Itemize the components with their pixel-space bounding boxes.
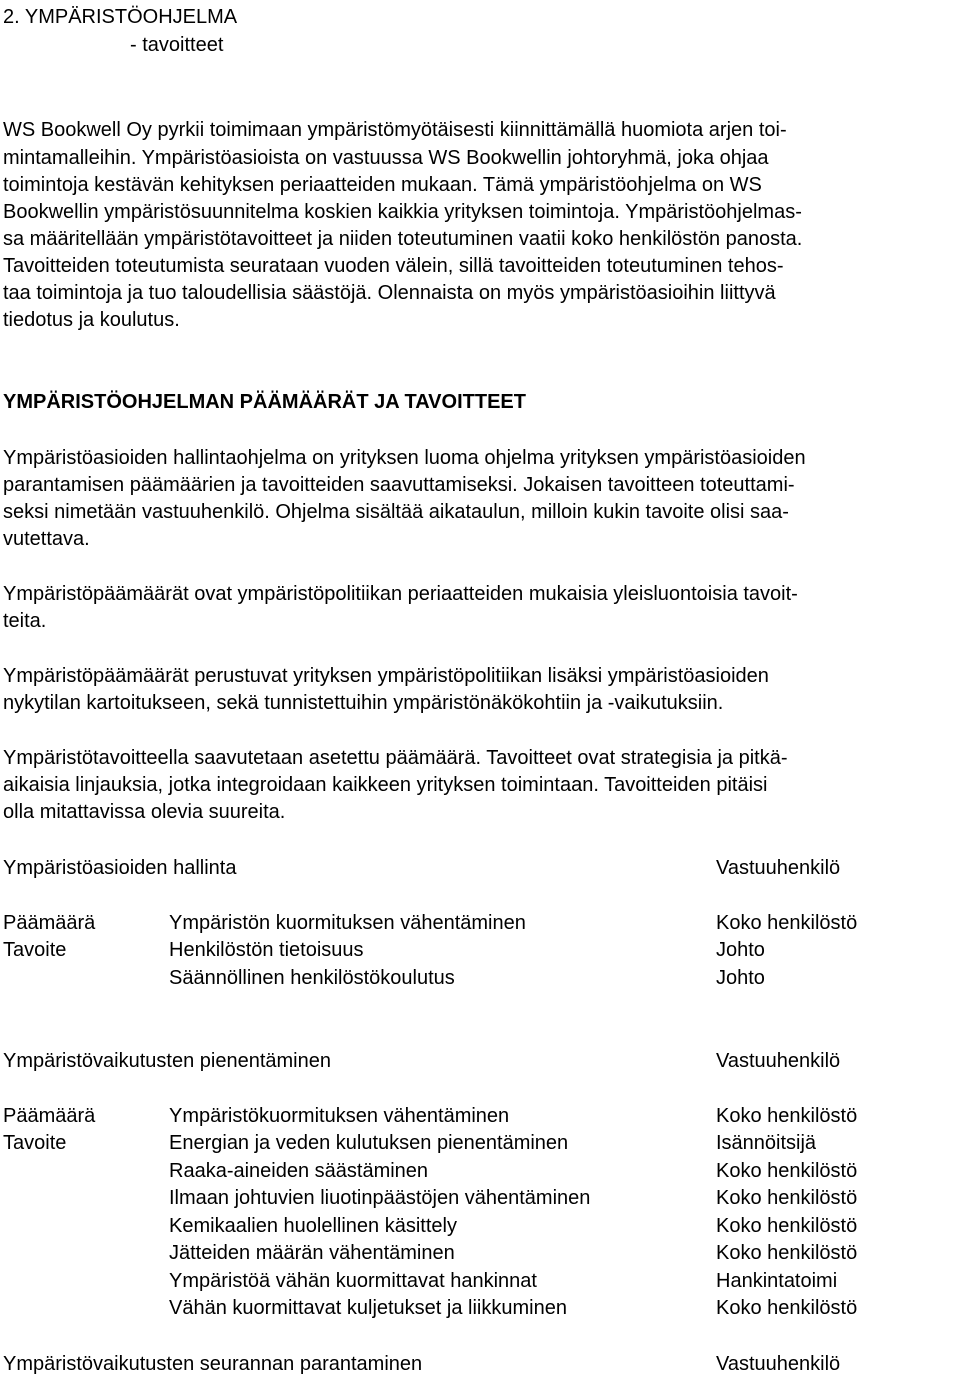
responsible-header: Vastuuhenkilö: [716, 1353, 841, 1375]
paragraph-line: Ympäristöpäämäärät ovat ympäristöpolitiikan periaatteiden mukaisia yleisluontoisia tavoit-: [3, 583, 798, 605]
row-item: Ilmaan johtuvien liuotinpäästöjen vähentäminen: [169, 1187, 591, 1209]
row-responsible: Hankintatoimi: [716, 1270, 838, 1292]
row-item: Ympäristökuormituksen vähentäminen: [169, 1105, 510, 1127]
row-label: Päämäärä: [3, 912, 96, 934]
row-item: Energian ja veden kulutuksen pienentäminen: [169, 1132, 569, 1154]
row-item: Säännöllinen henkilöstökoulutus: [169, 967, 455, 989]
intro-line: Bookwellin ympäristösuunnitelma koskien kaikkia yrityksen toimintoja. Ympäristöohjelmas-: [3, 201, 802, 223]
intro-line: toimintoja kestävän kehityksen periaatteiden mukaan. Tämä ympäristöohjelma on WS: [3, 174, 762, 196]
paragraph-line: aikaisia linjauksia, jotka integroidaan kaikkeen yrityksen toimintaan. Tavoitteiden pitäisi: [3, 774, 768, 796]
row-label: Tavoite: [3, 939, 67, 961]
table-title: Ympäristövaikutusten seurannan parantaminen: [3, 1353, 423, 1375]
row-item: Ympäristöä vähän kuormittavat hankinnat: [169, 1270, 537, 1292]
document-subtitle: - tavoitteet: [130, 34, 224, 56]
paragraph-line: olla mitattavissa olevia suureita.: [3, 801, 286, 823]
paragraph-line: nykytilan kartoitukseen, sekä tunnistettuihin ympäristönäkökohtiin ja -vaikutuksiin.: [3, 692, 724, 714]
row-responsible: Koko henkilöstö: [716, 1187, 858, 1209]
paragraph-line: vutettava.: [3, 528, 90, 550]
row-responsible: Koko henkilöstö: [716, 1160, 858, 1182]
responsible-header: Vastuuhenkilö: [716, 857, 841, 879]
row-label: Päämäärä: [3, 1105, 96, 1127]
row-responsible: Koko henkilöstö: [716, 1105, 858, 1127]
table-title: Ympäristöasioiden hallinta: [3, 857, 237, 879]
paragraph-line: teita.: [3, 610, 47, 632]
intro-line: Tavoitteiden toteutumista seurataan vuoden välein, sillä tavoitteiden toteutuminen tehos-: [3, 255, 784, 277]
row-item: Raaka-aineiden säästäminen: [169, 1160, 429, 1182]
paragraph-line: Ympäristötavoitteella saavutetaan asetettu päämäärä. Tavoitteet ovat strategisia ja pitkä-: [3, 747, 788, 769]
paragraph-line: Ympäristöpäämäärät perustuvat yrityksen ympäristöpolitiikan lisäksi ympäristöasioiden: [3, 665, 769, 687]
intro-line: taa toimintoja ja tuo taloudellisia säästöjä. Olennaista on myös ympäristöasioihin liittyvä: [3, 282, 776, 304]
table-title: Ympäristövaikutusten pienentäminen: [3, 1050, 331, 1072]
row-responsible: Johto: [716, 967, 765, 989]
section-heading: YMPÄRISTÖOHJELMAN PÄÄMÄÄRÄT JA TAVOITTEET: [3, 391, 526, 413]
paragraph-line: parantamisen päämäärien ja tavoitteiden saavuttamiseksi. Jokaisen tavoitteen toteuttami-: [3, 474, 795, 496]
responsible-header: Vastuuhenkilö: [716, 1050, 841, 1072]
row-responsible: Isännöitsijä: [716, 1132, 817, 1154]
row-responsible: Koko henkilöstö: [716, 1297, 858, 1319]
row-responsible: Koko henkilöstö: [716, 912, 858, 934]
intro-line: WS Bookwell Oy pyrkii toimimaan ympäristömyötäisesti kiinnittämällä huomiota arjen toi-: [3, 119, 787, 141]
row-label: Tavoite: [3, 1132, 67, 1154]
document-title: 2. YMPÄRISTÖOHJELMA: [3, 6, 238, 28]
row-responsible: Koko henkilöstö: [716, 1242, 858, 1264]
row-item: Vähän kuormittavat kuljetukset ja liikkuminen: [169, 1297, 567, 1319]
row-item: Henkilöstön tietoisuus: [169, 939, 364, 961]
row-responsible: Koko henkilöstö: [716, 1215, 858, 1237]
intro-line: tiedotus ja koulutus.: [3, 309, 180, 331]
row-item: Ympäristön kuormituksen vähentäminen: [169, 912, 526, 934]
intro-line: sa määritellään ympäristötavoitteet ja niiden toteutuminen vaatii koko henkilöstön panosta.: [3, 228, 803, 250]
row-item: Kemikaalien huolellinen käsittely: [169, 1215, 457, 1237]
intro-line: mintamalleihin. Ympäristöasioista on vastuussa WS Bookwellin johtoryhmä, joka ohjaa: [3, 147, 769, 169]
paragraph-line: Ympäristöasioiden hallintaohjelma on yrityksen luoma ohjelma yrityksen ympäristöasioiden: [3, 447, 806, 469]
row-item: Jätteiden määrän vähentäminen: [169, 1242, 455, 1264]
row-responsible: Johto: [716, 939, 765, 961]
paragraph-line: seksi nimetään vastuuhenkilö. Ohjelma sisältää aikataulun, milloin kukin tavoite olisi saa-: [3, 501, 789, 523]
